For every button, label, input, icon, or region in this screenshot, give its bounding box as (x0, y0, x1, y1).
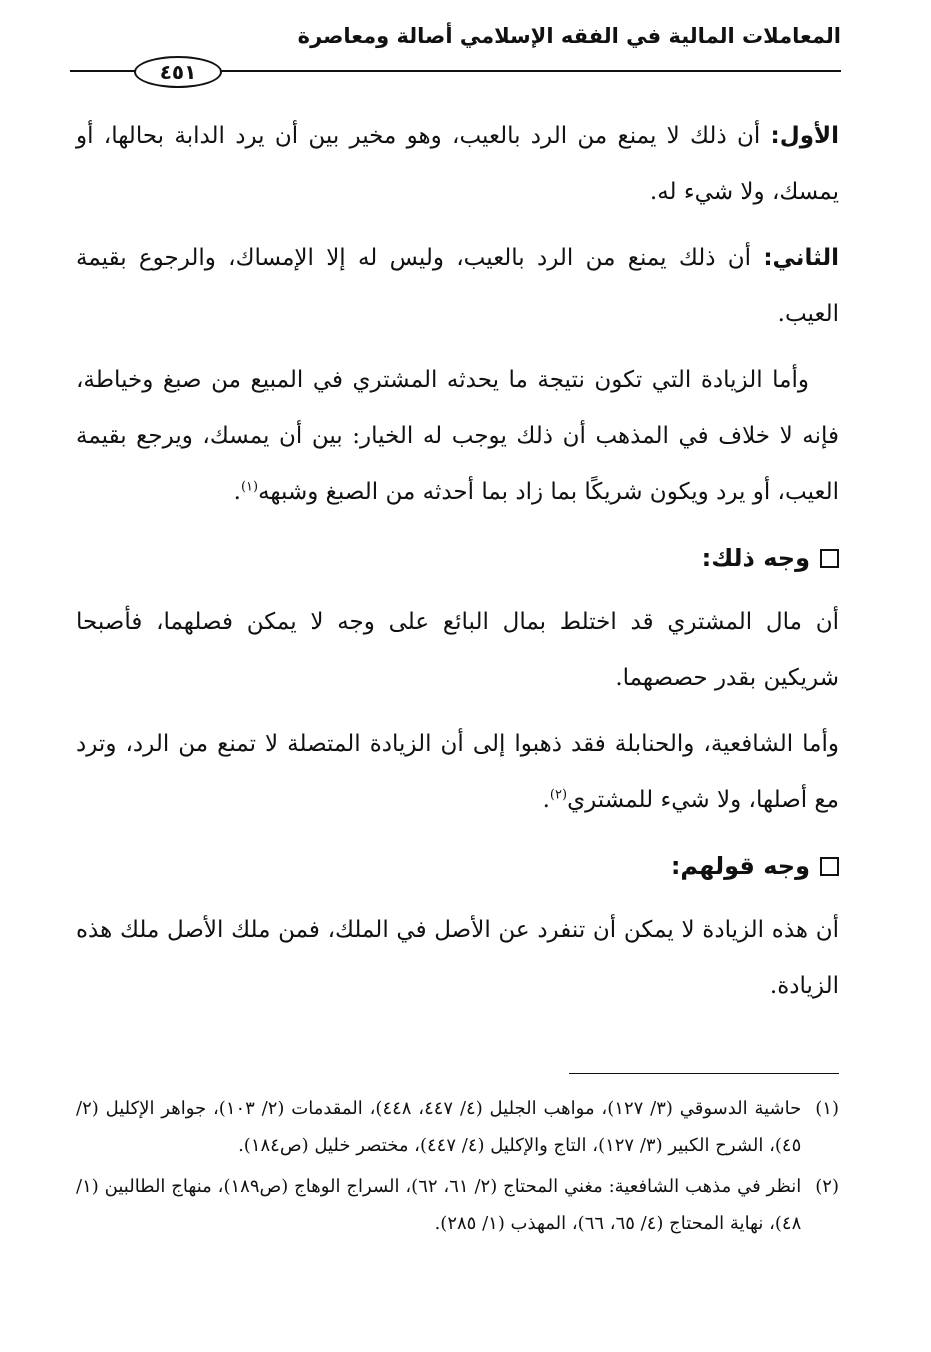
paragraph-text: أن ذلك لا يمنع من الرد بالعيب، وهو مخير بين أن يرد الدابة بحالها، أو يمسك، ولا شيء له. (76, 123, 839, 205)
paragraph-shafii-hanbali (76, 716, 839, 828)
square-outline-icon (820, 549, 839, 568)
sentence-end: . (542, 787, 550, 813)
paragraph-text: أن مال المشتري قد اختلط بمال البائع على وجه لا يمكن فصلهما، فأصبحا شريكين بقدر حصصهما. (76, 609, 839, 691)
footnotes (76, 1090, 839, 1246)
page-header (70, 24, 841, 84)
paragraph-second-opinion (76, 230, 839, 342)
paragraph-lead: الثاني: (763, 245, 839, 271)
main-text (76, 108, 839, 1024)
footnote-number: (٢) (815, 1176, 839, 1197)
footnote-ref-2[interactable]: (٢) (549, 787, 568, 803)
paragraph-text: أن هذه الزيادة لا يمكن أن تنفرد عن الأصل في الملك، فمن ملك الأصل ملك هذه الزيادة. (76, 917, 839, 999)
paragraph-first-opinion (76, 108, 839, 220)
subheading-their-reason (76, 838, 839, 894)
subheading-reason (76, 530, 839, 586)
subheading-text: وجه قولهم: (670, 852, 810, 880)
paragraph-text: أن ذلك يمنع من الرد بالعيب، وليس له إلا الإمساك، والرجوع بقيمة العيب. (76, 245, 839, 327)
running-title: المعاملات المالية في الفقه الإسلامي أصالة ومعاصرة (297, 24, 841, 48)
footnote-ref-1[interactable]: (١) (240, 479, 259, 495)
footnote-2 (76, 1168, 839, 1242)
footnote-text: حاشية الدسوقي (٣/ ١٢٧)، مواهب الجليل (٤/ ٤٤٧، ٤٤٨)، المقدمات (٢/ ١٠٣)، جواهر الإكليل (٢/ ٤٥)، الشرح الكبير (٣/ ١٢٧)، التاج والإكليل (٤/ ٤٤٧)، مختصر خليل (ص١٨٤). (76, 1098, 802, 1156)
paragraph-added-work (76, 352, 839, 520)
subheading-text: وجه ذلك: (701, 544, 810, 572)
sentence-end: . (233, 479, 241, 505)
footnote-1 (76, 1090, 839, 1164)
paragraph-text: وأما الشافعية، والحنابلة فقد ذهبوا إلى أن الزيادة المتصلة لا تمنع من الرد، وترد مع أصلها، ولا شيء للمشتري (76, 731, 839, 813)
footnote-separator (569, 1073, 839, 1074)
paragraph-their-reason (76, 902, 839, 1014)
paragraph-text: وأما الزيادة التي تكون نتيجة ما يحدثه المشتري في المبيع من صبغ وخياطة، فإنه لا خلاف في المذهب أن ذلك يوجب له الخيار: بين أن يمسك، ويرجع بقيمة العيب، أو يرد ويكون شريكًا بما زاد بما أحدثه من الصبغ وشبهه (76, 367, 839, 505)
footnote-text: انظر في مذهب الشافعية: مغني المحتاج (٢/ ٦١، ٦٢)، السراج الوهاج (ص١٨٩)، منهاج الطالبين (١/ ٤٨)، نهاية المحتاج (٤/ ٦٥، ٦٦)، المهذب (١/ ٢٨٥). (76, 1176, 802, 1234)
page-number: ٤٥١ (134, 56, 222, 88)
footnote-number: (١) (815, 1098, 839, 1119)
square-outline-icon (820, 857, 839, 876)
paragraph-lead: الأول: (770, 123, 840, 149)
paragraph-reason (76, 594, 839, 706)
